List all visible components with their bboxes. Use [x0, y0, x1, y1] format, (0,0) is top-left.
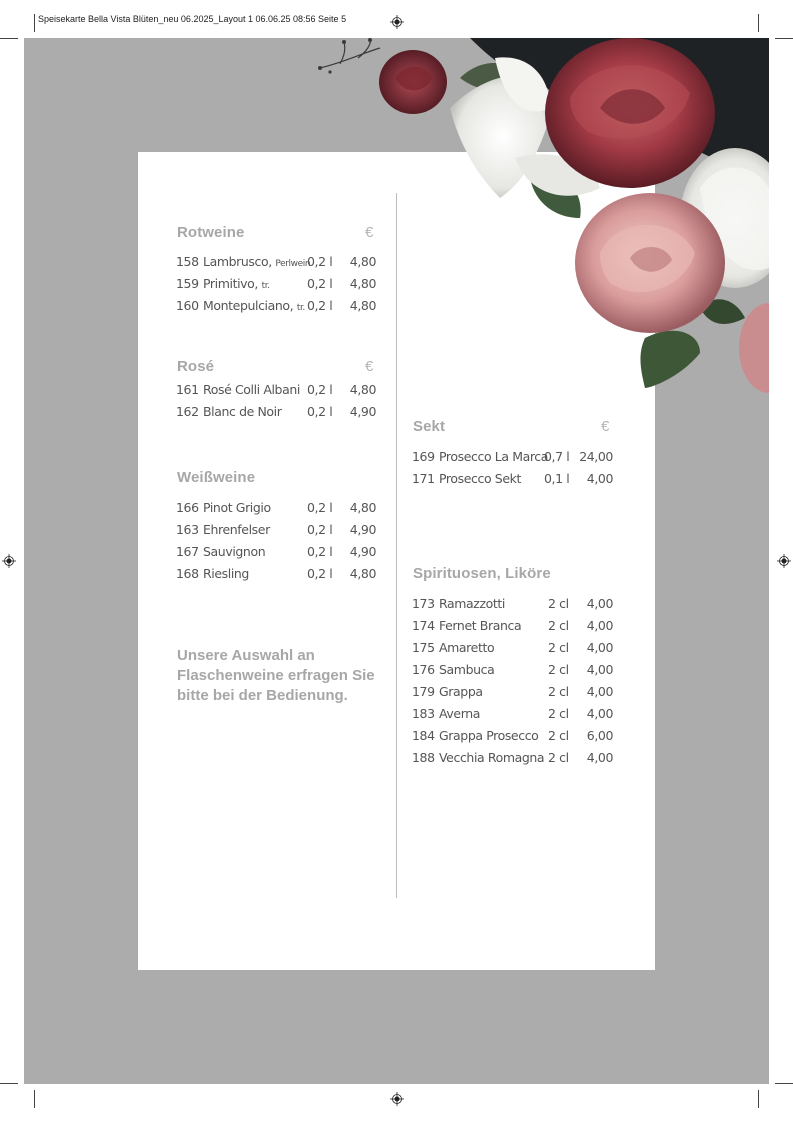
- menu-item: [412, 640, 613, 660]
- item-price: 4,80: [349, 566, 376, 581]
- print-slug: Speisekarte Bella Vista Blüten_neu 06.2025_Layout 1 06.06.25 08:56 Seite 5: [38, 14, 347, 24]
- menu-item: [412, 662, 613, 682]
- menu-item: [176, 254, 376, 274]
- registration-mark-icon: [777, 554, 791, 568]
- item-name: Rosé Colli Albani: [203, 382, 300, 397]
- item-note: tr.: [296, 303, 305, 313]
- menu-item: [412, 471, 613, 491]
- item-price: 24,00: [579, 449, 613, 464]
- item-price: 4,00: [586, 706, 613, 721]
- crop-mark: [34, 14, 35, 32]
- item-quantity: 2 cl: [548, 596, 569, 611]
- crop-mark: [775, 1083, 793, 1084]
- menu-item: [176, 544, 376, 564]
- item-quantity: 0,2 l: [307, 544, 333, 559]
- item-number: 166: [176, 500, 199, 515]
- item-number: 176: [412, 662, 435, 677]
- menu-item: [176, 500, 376, 520]
- item-quantity: 0,2 l: [307, 522, 333, 537]
- item-quantity: 2 cl: [548, 662, 569, 677]
- item-name: Grappa Prosecco: [439, 728, 539, 743]
- item-price: 4,00: [586, 471, 613, 486]
- crop-mark: [0, 1083, 18, 1084]
- item-number: 175: [412, 640, 435, 655]
- item-number: 188: [412, 750, 435, 765]
- item-number: 163: [176, 522, 199, 537]
- item-name: Primitivo, tr.: [203, 276, 270, 291]
- item-name: Vecchia Romagna: [439, 750, 545, 765]
- item-price: 4,80: [349, 500, 376, 515]
- item-name: Sambuca: [439, 662, 495, 677]
- item-name: Prosecco Sekt: [439, 471, 521, 486]
- item-price: 4,80: [349, 254, 376, 269]
- menu-item: [412, 684, 613, 704]
- crop-mark: [775, 38, 793, 39]
- item-quantity: 0,2 l: [307, 298, 333, 313]
- item-price: 4,80: [349, 298, 376, 313]
- item-name: Prosecco La Marca: [439, 449, 549, 464]
- item-price: 4,00: [586, 750, 613, 765]
- item-name: Ehrenfelser: [203, 522, 270, 537]
- menu-item: [412, 728, 613, 748]
- item-price: 4,80: [349, 382, 376, 397]
- menu-item: [412, 618, 613, 638]
- item-price: 4,00: [586, 596, 613, 611]
- item-quantity: 2 cl: [548, 618, 569, 633]
- item-quantity: 2 cl: [548, 728, 569, 743]
- section-title-sekt: Sekt: [413, 418, 446, 435]
- currency-symbol: €: [365, 224, 374, 241]
- item-note: tr.: [261, 281, 270, 291]
- menu-item: [412, 750, 613, 770]
- bottle-wine-note: Unsere Auswahl an Flaschenweine erfragen Sie bitte bei der Bedienung.: [177, 647, 375, 704]
- item-name: Ramazzotti: [439, 596, 505, 611]
- item-name: Grappa: [439, 684, 483, 699]
- item-quantity: 0,1 l: [544, 471, 570, 486]
- item-quantity: 0,7 l: [544, 449, 570, 464]
- item-price: 4,00: [586, 684, 613, 699]
- item-name: Averna: [439, 706, 481, 721]
- item-name: Riesling: [203, 566, 249, 581]
- item-number: 159: [176, 276, 199, 291]
- item-price: 4,00: [586, 640, 613, 655]
- item-number: 169: [412, 449, 435, 464]
- item-quantity: 2 cl: [548, 684, 569, 699]
- item-quantity: 0,2 l: [307, 382, 333, 397]
- crop-mark: [34, 1090, 35, 1108]
- menu-item: [412, 596, 613, 616]
- menu-item: [176, 566, 376, 586]
- crop-mark: [758, 14, 759, 32]
- menu-item: [176, 276, 376, 296]
- item-number: 167: [176, 544, 199, 559]
- menu-item: [412, 449, 613, 469]
- item-name: Montepulciano, tr.: [203, 298, 305, 313]
- item-number: 184: [412, 728, 435, 743]
- item-note: Perlwein: [275, 259, 311, 269]
- section-title-rotweine: Rotweine: [177, 224, 245, 241]
- item-number: 179: [412, 684, 435, 699]
- item-name: Sauvignon: [203, 544, 266, 559]
- registration-mark-icon: [390, 1092, 404, 1106]
- item-number: 160: [176, 298, 199, 313]
- menu-item: [176, 404, 376, 424]
- section-title-spirituosen: Spirituosen, Liköre: [413, 565, 551, 582]
- item-quantity: 0,2 l: [307, 276, 333, 291]
- item-price: 4,90: [349, 544, 376, 559]
- section-title-rose: Rosé: [177, 358, 215, 375]
- item-name: Pinot Grigio: [203, 500, 271, 515]
- item-price: 4,90: [349, 522, 376, 537]
- item-price: 4,00: [586, 662, 613, 677]
- item-quantity: 0,2 l: [307, 566, 333, 581]
- menu-item: [176, 382, 376, 402]
- item-price: 4,00: [586, 618, 613, 633]
- item-name: Fernet Branca: [439, 618, 522, 633]
- item-number: 173: [412, 596, 435, 611]
- item-number: 174: [412, 618, 435, 633]
- item-quantity: 2 cl: [548, 706, 569, 721]
- item-number: 162: [176, 404, 199, 419]
- section-title-weissweine: Weißweine: [177, 469, 256, 486]
- item-quantity: 2 cl: [548, 750, 569, 765]
- item-number: 171: [412, 471, 435, 486]
- menu-item: [176, 298, 376, 318]
- item-price: 6,00: [586, 728, 613, 743]
- item-quantity: 2 cl: [548, 640, 569, 655]
- item-number: 161: [176, 382, 199, 397]
- menu-item: [176, 522, 376, 542]
- flower-bouquet-illustration: [300, 38, 769, 408]
- item-number: 183: [412, 706, 435, 721]
- item-quantity: 0,2 l: [307, 254, 333, 269]
- item-price: 4,90: [349, 404, 376, 419]
- menu-item: [412, 706, 613, 726]
- crop-mark: [0, 38, 18, 39]
- item-name: Amaretto: [439, 640, 495, 655]
- item-number: 158: [176, 254, 199, 269]
- item-quantity: 0,2 l: [307, 404, 333, 419]
- item-name: Blanc de Noir: [203, 404, 282, 419]
- registration-mark-icon: [2, 554, 16, 568]
- item-name: Lambrusco, Perlwein: [203, 254, 311, 269]
- item-number: 168: [176, 566, 199, 581]
- crop-mark: [758, 1090, 759, 1108]
- item-price: 4,80: [349, 276, 376, 291]
- currency-symbol: €: [365, 358, 374, 375]
- registration-mark-icon: [390, 15, 404, 29]
- item-quantity: 0,2 l: [307, 500, 333, 515]
- currency-symbol: €: [601, 418, 610, 435]
